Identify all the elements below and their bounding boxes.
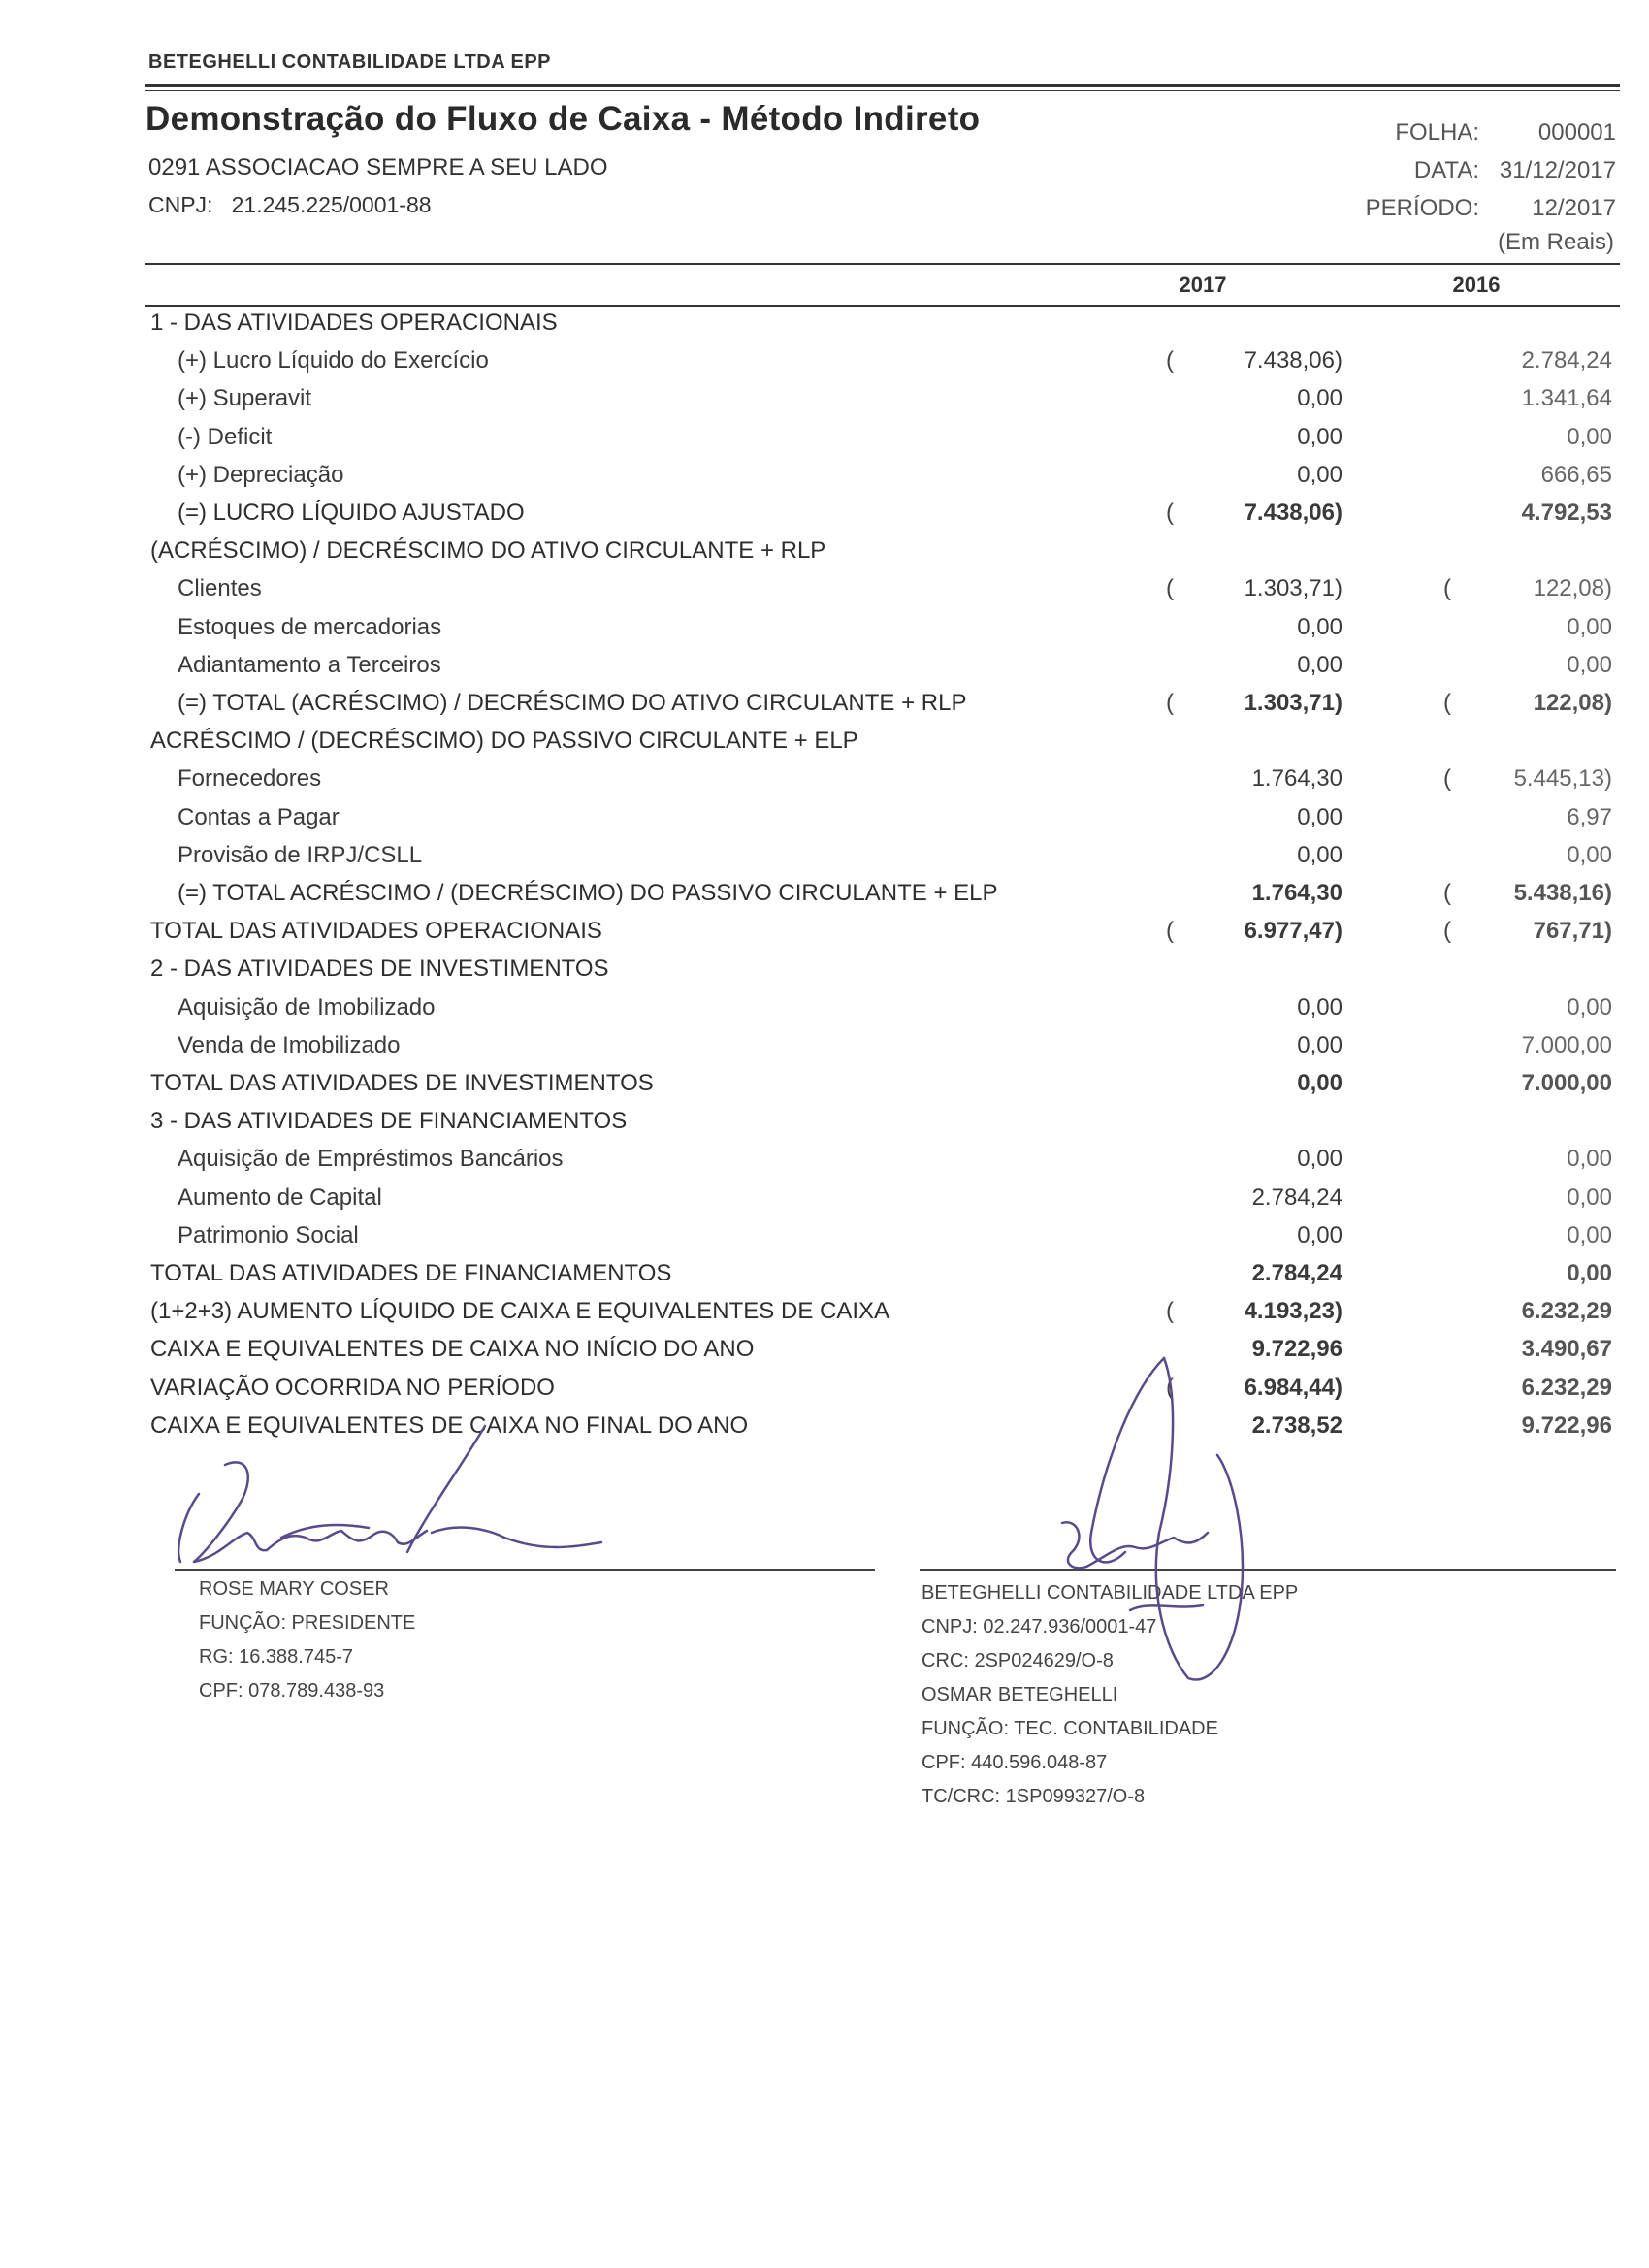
table-row [0, 424, 1649, 459]
row-label: Estoques de mercadorias [178, 614, 442, 640]
row-label: (+) Superavit [178, 385, 312, 411]
row-label: (+) Depreciação [178, 462, 344, 488]
table-row [0, 1108, 1649, 1143]
row-value-2016: 7.000,00 [1521, 1032, 1612, 1058]
row-paren-2017: ( [1166, 690, 1174, 716]
row-value-2017: 0,00 [1297, 1070, 1342, 1096]
row-value-2017: 0,00 [1297, 1146, 1342, 1172]
row-value-2016: 6,97 [1567, 804, 1612, 830]
signature-right-line: CPF: 440.596.048-87 [922, 1752, 1108, 1773]
row-label: Adiantamento a Terceiros [178, 652, 441, 678]
row-value-2016: 122,08) [1533, 690, 1612, 716]
table-row [0, 1375, 1649, 1409]
firm-header: BETEGHELLI CONTABILIDADE LTDA EPP [148, 51, 552, 73]
row-value-2016: 0,00 [1567, 1146, 1612, 1172]
row-label: Aquisição de Imobilizado [178, 994, 436, 1021]
table-row [0, 728, 1649, 762]
row-value-2016: 1.341,64 [1521, 385, 1612, 411]
row-value-2017: 6.984,44) [1244, 1375, 1342, 1401]
folha-value: 000001 [1537, 119, 1616, 146]
row-label: (=) TOTAL (ACRÉSCIMO) / DECRÉSCIMO DO ATIVO CIRCULANTE + RLP [178, 690, 967, 716]
row-label: (1+2+3) AUMENTO LÍQUIDO DE CAIXA E EQUIVALENTES DE CAIXA [150, 1298, 890, 1324]
row-paren-2016: ( [1443, 918, 1451, 944]
row-paren-2017: ( [1166, 575, 1174, 601]
row-label: Venda de Imobilizado [178, 1032, 401, 1058]
row-value-2017: 0,00 [1297, 1032, 1342, 1058]
row-paren-2017: ( [1166, 1298, 1174, 1324]
row-value-2017: 0,00 [1297, 614, 1342, 640]
header-rule-thin [146, 90, 1620, 91]
row-label: Aquisição de Empréstimos Bancários [178, 1146, 564, 1172]
currency-note: (Em Reais) [1497, 229, 1614, 255]
table-row [0, 385, 1649, 420]
signature-left-stroke [281, 1525, 369, 1538]
row-value-2016: 5.438,16) [1513, 880, 1612, 906]
signature-left-line: FUNÇÃO: PRESIDENTE [199, 1612, 416, 1634]
table-row [0, 1070, 1649, 1105]
row-value-2016: 3.490,67 [1521, 1336, 1612, 1362]
row-label: Patrimonio Social [178, 1222, 359, 1248]
row-value-2016: 6.232,29 [1521, 1298, 1612, 1324]
table-row [0, 462, 1649, 497]
signature-left-line: RG: 16.388.745-7 [199, 1646, 353, 1668]
row-label: Fornecedores [178, 765, 322, 792]
periodo-label: PERÍODO: [1365, 195, 1479, 221]
row-value-2017: 0,00 [1297, 1222, 1342, 1248]
entity-name: 0291 ASSOCIACAO SEMPRE A SEU LADO [148, 154, 608, 180]
document-title: Demonstração do Fluxo de Caixa - Método Indireto [146, 100, 981, 138]
row-value-2017: 0,00 [1297, 385, 1342, 411]
row-value-2017: 2.784,24 [1251, 1184, 1342, 1211]
entity-cnpj [148, 192, 432, 218]
table-row [0, 537, 1649, 572]
row-value-2017: 7.438,06) [1244, 347, 1342, 373]
table-head-rule [146, 305, 1620, 307]
signature-left-line: CPF: 078.789.438-93 [199, 1680, 385, 1701]
data-value: 31/12/2017 [1499, 157, 1616, 183]
table-row [0, 1184, 1649, 1219]
table-row [0, 347, 1649, 382]
row-value-2017: 9.722,96 [1251, 1336, 1342, 1362]
row-value-2016: 0,00 [1567, 614, 1612, 640]
row-value-2017: 1.764,30 [1251, 765, 1342, 792]
row-paren-2017: ( [1166, 918, 1174, 944]
row-paren-2016: ( [1443, 575, 1451, 601]
row-value-2017: 0,00 [1297, 424, 1342, 450]
signature-line-left [175, 1569, 875, 1571]
table-row [0, 804, 1649, 839]
row-label: (ACRÉSCIMO) / DECRÉSCIMO DO ATIVO CIRCULANTE + RLP [150, 537, 826, 564]
periodo-value: 12/2017 [1532, 195, 1616, 221]
row-label: Aumento de Capital [178, 1184, 382, 1211]
table-row [0, 1336, 1649, 1371]
table-row [0, 500, 1649, 535]
row-value-2016: 5.445,13) [1513, 765, 1612, 792]
row-label: 3 - DAS ATIVIDADES DE FINANCIAMENTOS [150, 1108, 628, 1134]
row-label: TOTAL DAS ATIVIDADES DE INVESTIMENTOS [150, 1070, 654, 1096]
table-top-rule [146, 263, 1620, 265]
row-label: (=) LUCRO LÍQUIDO AJUSTADO [178, 500, 525, 526]
row-value-2016: 0,00 [1567, 994, 1612, 1021]
row-value-2016: 6.232,29 [1521, 1375, 1612, 1401]
row-value-2017: 0,00 [1297, 842, 1342, 868]
row-value-2016: 7.000,00 [1521, 1070, 1612, 1096]
table-row [0, 690, 1649, 725]
table-row [0, 1032, 1649, 1067]
table-row [0, 1298, 1649, 1333]
table-row [0, 575, 1649, 610]
signature-right-line: CNPJ: 02.247.936/0001-47 [922, 1616, 1157, 1637]
row-value-2016: 4.792,53 [1521, 500, 1612, 526]
table-row [0, 956, 1649, 990]
table-row [0, 614, 1649, 649]
cnpj-value: 21.245.225/0001-88 [231, 192, 432, 217]
row-value-2016: 0,00 [1567, 1222, 1612, 1248]
row-label: CAIXA E EQUIVALENTES DE CAIXA NO FINAL DO ANO [150, 1412, 749, 1439]
table-row [0, 1146, 1649, 1181]
table-row [0, 994, 1649, 1029]
row-label: CAIXA E EQUIVALENTES DE CAIXA NO INÍCIO DO ANO [150, 1336, 755, 1362]
row-label: VARIAÇÃO OCORRIDA NO PERÍODO [150, 1375, 555, 1401]
signature-right-line: TC/CRC: 1SP099327/O-8 [922, 1786, 1146, 1807]
row-label: (-) Deficit [178, 424, 273, 450]
row-value-2016: 0,00 [1567, 424, 1612, 450]
signature-right-line: CRC: 2SP024629/O-8 [922, 1650, 1114, 1671]
column-header-2016: 2016 [1452, 273, 1501, 297]
signature-left-stroke [178, 1462, 427, 1562]
row-label: (=) TOTAL ACRÉSCIMO / (DECRÉSCIMO) DO PASSIVO CIRCULANTE + ELP [178, 880, 998, 906]
table-row [0, 1412, 1649, 1447]
row-value-2017: 0,00 [1297, 994, 1342, 1021]
row-label: Contas a Pagar [178, 804, 340, 830]
row-value-2017: 0,00 [1297, 462, 1342, 488]
row-value-2016: 0,00 [1567, 652, 1612, 678]
table-row [0, 309, 1649, 344]
row-label: TOTAL DAS ATIVIDADES OPERACIONAIS [150, 918, 602, 944]
signature-right-line: BETEGHELLI CONTABILIDADE LTDA EPP [922, 1582, 1299, 1604]
signature-left-line: ROSE MARY COSER [199, 1578, 389, 1600]
row-value-2016: 767,71) [1533, 918, 1612, 944]
row-value-2017: 2.738,52 [1251, 1412, 1342, 1439]
signature-line-right [920, 1569, 1616, 1571]
table-row [0, 880, 1649, 915]
row-label: (+) Lucro Líquido do Exercício [178, 347, 489, 373]
row-paren-2016: ( [1443, 690, 1451, 716]
header-rule [146, 84, 1620, 87]
row-label: Clientes [178, 575, 262, 601]
table-row [0, 842, 1649, 877]
row-value-2017: 4.193,23) [1244, 1298, 1342, 1324]
row-label: ACRÉSCIMO / (DECRÉSCIMO) DO PASSIVO CIRCULANTE + ELP [150, 728, 858, 754]
row-label: 1 - DAS ATIVIDADES OPERACIONAIS [150, 309, 558, 336]
row-value-2017: 7.438,06) [1244, 500, 1342, 526]
row-label: 2 - DAS ATIVIDADES DE INVESTIMENTOS [150, 956, 609, 982]
signature-right-line: OSMAR BETEGHELLI [922, 1684, 1118, 1705]
table-row [0, 918, 1649, 953]
table-row [0, 1222, 1649, 1257]
row-paren-2017: ( [1166, 1375, 1174, 1401]
row-paren-2016: ( [1443, 880, 1451, 906]
row-value-2017: 0,00 [1297, 652, 1342, 678]
row-paren-2017: ( [1166, 347, 1174, 373]
signature-right-line: FUNÇÃO: TEC. CONTABILIDADE [922, 1718, 1218, 1739]
data-label: DATA: [1413, 157, 1479, 183]
table-row [0, 652, 1649, 687]
row-value-2016: 666,65 [1540, 462, 1612, 488]
row-value-2017: 1.764,30 [1251, 880, 1342, 906]
row-value-2016: 0,00 [1567, 842, 1612, 868]
folha-label: FOLHA: [1395, 119, 1479, 146]
row-value-2017: 2.784,24 [1251, 1260, 1342, 1286]
row-value-2016: 0,00 [1567, 1184, 1612, 1211]
row-value-2016: 122,08) [1533, 575, 1612, 601]
row-paren-2016: ( [1443, 765, 1451, 792]
row-value-2016: 0,00 [1567, 1260, 1612, 1286]
table-row [0, 1260, 1649, 1295]
row-value-2016: 2.784,24 [1521, 347, 1612, 373]
column-header-2017: 2017 [1179, 273, 1227, 297]
cnpj-label: CNPJ: [148, 192, 213, 217]
row-value-2017: 1.303,71) [1244, 575, 1342, 601]
row-value-2017: 6.977,47) [1244, 918, 1342, 944]
row-label: Provisão de IRPJ/CSLL [178, 842, 423, 868]
row-value-2016: 9.722,96 [1521, 1412, 1612, 1439]
table-row [0, 765, 1649, 800]
row-value-2017: 0,00 [1297, 804, 1342, 830]
row-label: TOTAL DAS ATIVIDADES DE FINANCIAMENTOS [150, 1260, 672, 1286]
row-paren-2017: ( [1166, 500, 1174, 526]
row-value-2017: 1.303,71) [1244, 690, 1342, 716]
